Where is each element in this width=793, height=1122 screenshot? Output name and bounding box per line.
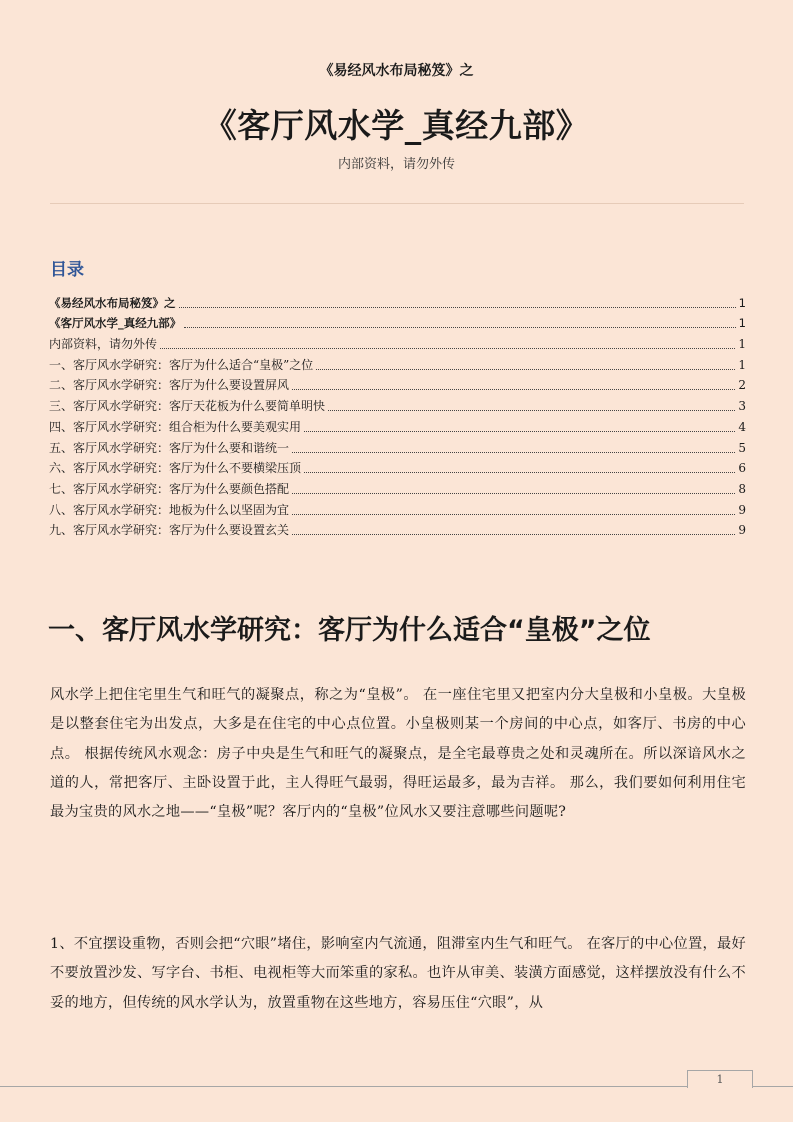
cover-divider xyxy=(50,203,744,204)
toc-leader-dots xyxy=(179,306,736,308)
cover-note: 内部资料，请勿外传 xyxy=(337,157,455,172)
body-paragraph xyxy=(50,930,746,1018)
toc-leader-dots xyxy=(328,409,735,411)
toc-entry-page: 4 xyxy=(738,419,746,434)
toc-entry-page: 2 xyxy=(738,378,746,393)
toc-entry[interactable] xyxy=(49,393,746,414)
toc-entry-label: 《客厅风水学_真经九部》 xyxy=(49,316,182,331)
body-paragraph xyxy=(50,681,746,827)
toc-entry-page: 1 xyxy=(738,357,746,372)
toc-entry-label: 一、客厅风水学研究：客厅为什么适合“皇极”之位 xyxy=(49,357,314,372)
toc-entry-label: 九、客厅风水学研究：客厅为什么要设置玄关 xyxy=(49,523,290,538)
toc-leader-dots xyxy=(304,471,735,473)
toc-leader-dots xyxy=(160,347,735,349)
toc-entry[interactable] xyxy=(49,414,746,435)
toc-entry-label: 三、客厅风水学研究：客厅天花板为什么要简单明快 xyxy=(49,399,326,414)
toc-leader-dots xyxy=(292,533,735,535)
toc-entry[interactable] xyxy=(49,497,746,518)
toc-entry-page: 9 xyxy=(738,502,746,517)
toc-leader-dots xyxy=(304,430,735,432)
toc-entry-label: 六、客厅风水学研究：客厅为什么不要横梁压顶 xyxy=(49,461,302,476)
table-of-contents xyxy=(49,290,746,538)
footer-divider xyxy=(0,1086,793,1087)
toc-entry-label: 四、客厅风水学研究：组合柜为什么要美观实用 xyxy=(49,419,302,434)
section-heading: 一、客厅风水学研究：客厅为什么适合“皇极”之位 xyxy=(48,615,651,646)
toc-leader-dots xyxy=(292,513,735,515)
toc-entry[interactable] xyxy=(49,435,746,456)
toc-entry-page: 5 xyxy=(738,440,746,455)
toc-entry[interactable] xyxy=(49,373,746,394)
toc-entry-page: 8 xyxy=(738,481,746,496)
toc-entry-label: 七、客厅风水学研究：客厅为什么要颜色搭配 xyxy=(49,481,290,496)
toc-entry[interactable] xyxy=(49,311,746,332)
toc-entry-page: 9 xyxy=(738,523,746,538)
toc-entry-page: 1 xyxy=(738,337,746,352)
toc-entry-page: 6 xyxy=(738,461,746,476)
page-number: 1 xyxy=(687,1070,753,1088)
toc-entry-page: 1 xyxy=(738,316,746,331)
toc-leader-dots xyxy=(292,492,735,494)
toc-entry-page: 3 xyxy=(738,399,746,414)
toc-entry[interactable] xyxy=(49,456,746,477)
paragraph-text: 风水学上把住宅里生气和旺气的凝聚点，称之为“皇极”。 在一座住宅里又把室内分大皇极和小皇极。大皇极是以整套住宅为出发点，大多是在住宅的中心点位置。小皇极则某一个房间的中心点，如客厅、书房的中心点。 根据传统风水观念：房子中央是生气和旺气的凝聚点，是全宅最尊贵之处和灵魂所在。所以深谙风水之道的人，常把客厅、主卧设置于此，主人得旺气最弱，得旺运最多，最为吉祥。 那么，我们要如何利用住宅最为宝贵的风水之地——“皇极”呢？客厅内的“皇极”位风水又要注意哪些问题呢? xyxy=(50,687,746,821)
cover-series-title: 《易经风水布局秘笈》之 xyxy=(319,63,474,79)
toc-heading: 目录 xyxy=(50,260,84,280)
toc-entry[interactable] xyxy=(49,352,746,373)
toc-entry-label: 《易经风水布局秘笈》之 xyxy=(49,295,176,310)
toc-leader-dots xyxy=(292,388,735,390)
toc-entry-label: 五、客厅风水学研究：客厅为什么要和谐统一 xyxy=(49,440,290,455)
toc-entry[interactable] xyxy=(49,290,746,311)
paragraph-text: 1、不宜摆设重物，否则会把“穴眼”堵住，影响室内气流通，阻滞室内生气和旺气。 在客厅的中心位置，最好不要放置沙发、写字台、书柜、电视柜等大而笨重的家私。也许从审美、装潢方面感觉，这样摆放没有什么不妥的地方，但传统的风水学认为，放置重物在这些地方，容易压住“穴眼”，从 xyxy=(50,936,746,1011)
toc-leader-dots xyxy=(316,368,735,370)
toc-entry[interactable] xyxy=(49,476,746,497)
toc-entry-label: 八、客厅风水学研究：地板为什么以坚固为宜 xyxy=(49,502,290,517)
toc-entry[interactable] xyxy=(49,331,746,352)
toc-leader-dots xyxy=(292,451,735,453)
toc-entry[interactable] xyxy=(49,518,746,539)
toc-entry-page: 1 xyxy=(738,295,746,310)
toc-entry-label: 内部资料，请勿外传 xyxy=(49,337,158,352)
toc-leader-dots xyxy=(184,326,735,328)
cover-main-title: 《客厅风水学_真经九部》 xyxy=(203,106,590,145)
toc-entry-label: 二、客厅风水学研究：客厅为什么要设置屏风 xyxy=(49,378,290,393)
